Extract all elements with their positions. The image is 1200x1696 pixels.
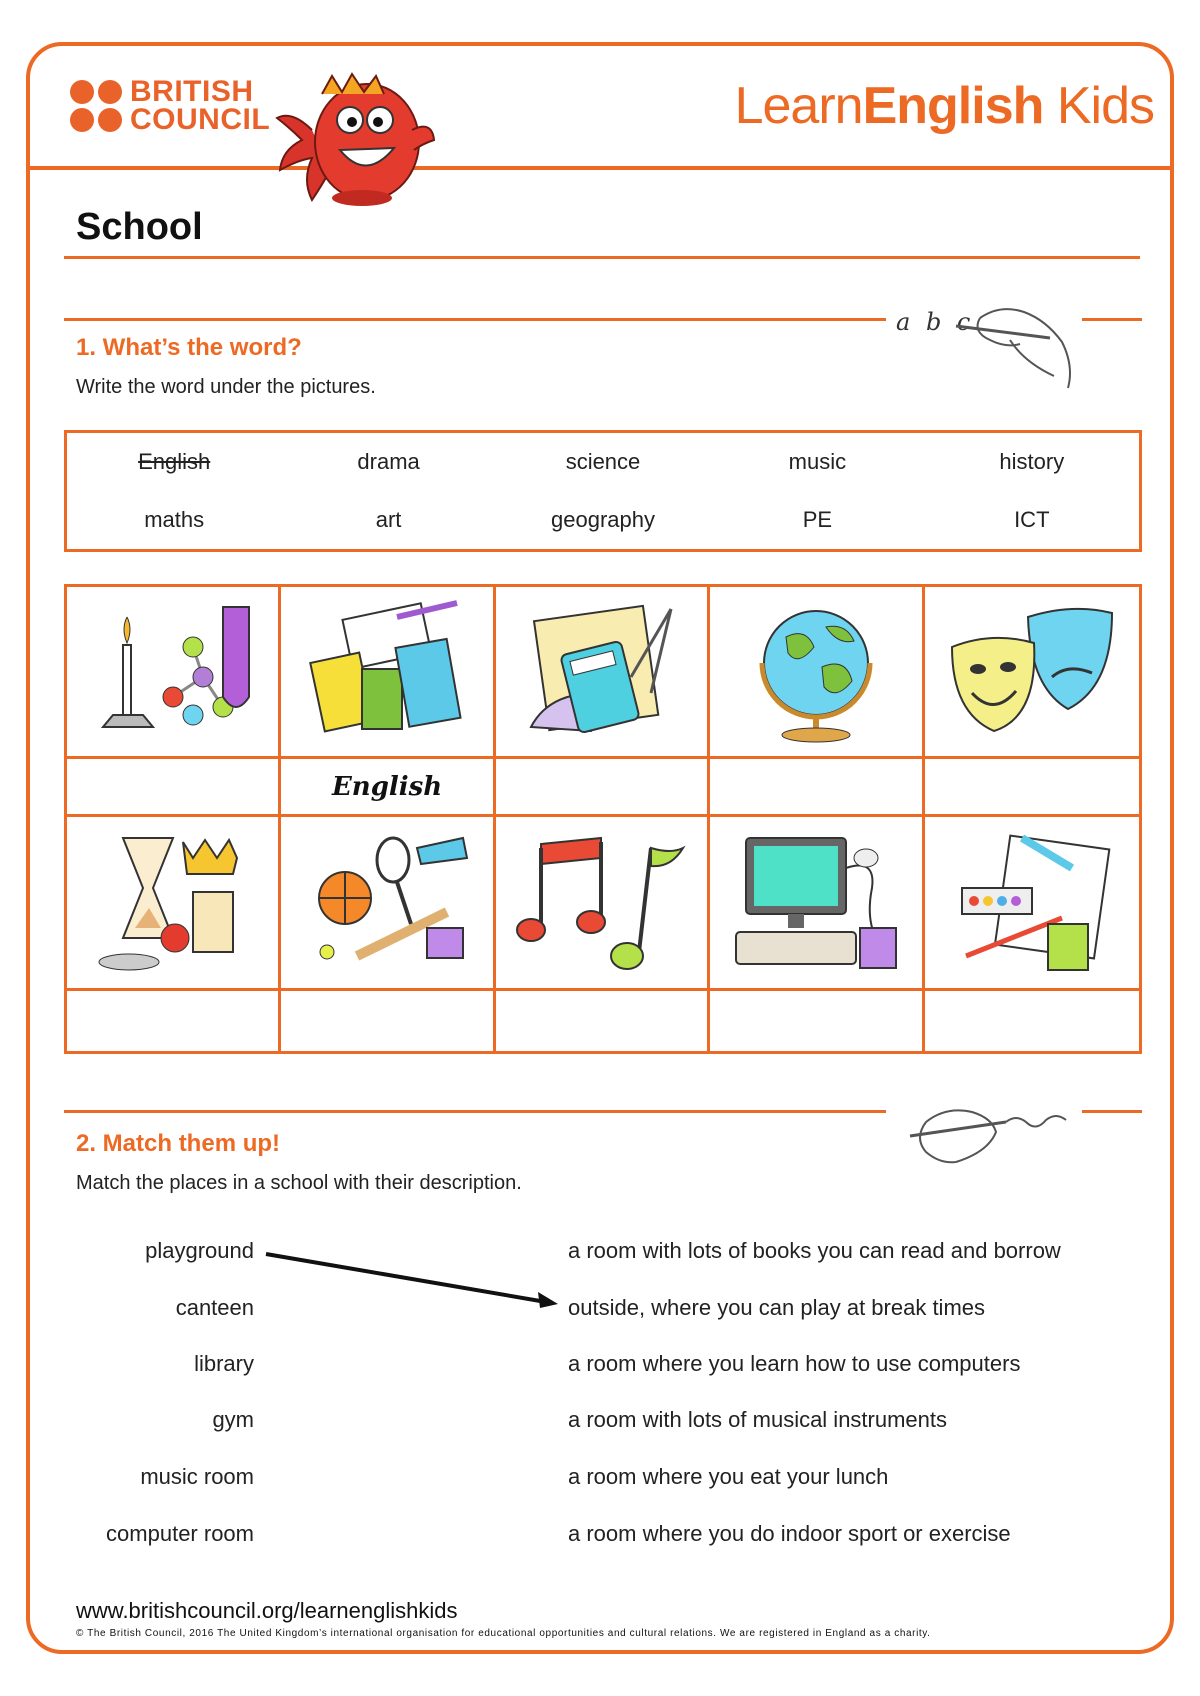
- answer-cell[interactable]: [496, 759, 710, 817]
- word-bank-item: ICT: [1014, 507, 1050, 532]
- example-match-arrow: [262, 1244, 562, 1314]
- bc-logo-line2: COUNCIL: [130, 103, 271, 136]
- footer-copyright: © The British Council, 2016 The United Kingdom’s international organisation for educational opportunities and cultural relations. We are registered in England as a charity.: [76, 1628, 931, 1639]
- science-icon: [83, 597, 263, 747]
- writing-hand-squiggle-icon: [896, 1092, 1076, 1178]
- answer-cell[interactable]: [67, 991, 281, 1051]
- answer-cell[interactable]: [710, 759, 924, 817]
- section1-rule-left: [64, 318, 886, 321]
- answer-cell[interactable]: [925, 991, 1139, 1051]
- match-description: a room where you learn how to use computers: [568, 1351, 1021, 1376]
- picture-cell: [496, 817, 710, 991]
- header-divider: [30, 166, 1170, 170]
- drama-masks-icon: [942, 597, 1122, 747]
- word-bank-item: history: [999, 449, 1065, 474]
- match-description: a room with lots of musical instruments: [568, 1407, 948, 1432]
- picture-grid: [64, 584, 1142, 1054]
- maths-icon: [511, 597, 691, 747]
- learnenglish-kids-logo: [735, 76, 1154, 136]
- sports-icon: [297, 828, 477, 978]
- section2-instruction: Match the places in a school with their description.: [76, 1172, 522, 1194]
- match-place: playground: [145, 1238, 254, 1263]
- match-place: gym: [212, 1407, 254, 1432]
- british-council-dots-icon: [70, 80, 122, 132]
- handwriting-abc-label: a b c: [896, 308, 975, 336]
- music-notes-icon: [511, 828, 691, 978]
- picture-cell: [67, 587, 281, 759]
- word-bank-item: music: [788, 449, 847, 474]
- picture-cell: [710, 817, 924, 991]
- title-divider: [64, 256, 1140, 259]
- word-bank-item: drama: [357, 449, 420, 474]
- picture-cell: [925, 817, 1139, 991]
- section1-instruction: Write the word under the pictures.: [76, 376, 376, 398]
- books-icon: [297, 597, 477, 747]
- computer-icon: [726, 828, 906, 978]
- section1-rule-right: [1082, 318, 1142, 321]
- history-icon: [83, 828, 263, 978]
- answer-cell[interactable]: [710, 991, 924, 1051]
- match-place: canteen: [175, 1295, 254, 1320]
- page-title: School: [76, 206, 203, 248]
- word-bank-item: art: [375, 507, 402, 532]
- monster-mascot-icon: [272, 70, 442, 210]
- globe-icon: [726, 597, 906, 747]
- picture-cell: [710, 587, 924, 759]
- picture-cell: [281, 587, 495, 759]
- answer-text: English: [331, 771, 443, 802]
- match-place: music room: [140, 1464, 254, 1489]
- section2-rule-right: [1082, 1110, 1142, 1113]
- word-bank-item: science: [565, 449, 641, 474]
- writing-hand-icon: [950, 296, 1080, 392]
- footer-url[interactable]: www.britishcouncil.org/learnenglishkids: [76, 1598, 458, 1623]
- answer-cell[interactable]: [281, 991, 495, 1051]
- lek-logo-english: English: [862, 77, 1044, 135]
- section1-heading: 1. What’s the word?: [76, 334, 302, 361]
- match-description: outside, where you can play at break times: [568, 1295, 986, 1320]
- picture-cell: [67, 817, 281, 991]
- section2-heading: 2. Match them up!: [76, 1130, 281, 1157]
- british-council-logo: [70, 75, 271, 136]
- word-bank: [64, 430, 1142, 552]
- picture-cell: [281, 817, 495, 991]
- word-bank-item: maths: [144, 507, 205, 532]
- word-bank-item: PE: [802, 507, 833, 532]
- lek-logo-learn: Learn: [734, 77, 863, 135]
- match-description: a room where you eat your lunch: [568, 1464, 889, 1489]
- section2-rule-left: [64, 1110, 886, 1113]
- bc-logo-line1: BRITISH: [130, 75, 254, 108]
- picture-cell: [925, 587, 1139, 759]
- answer-cell[interactable]: [925, 759, 1139, 817]
- lek-logo-kids: Kids: [1043, 77, 1154, 135]
- art-icon: [942, 828, 1122, 978]
- answer-cell[interactable]: [67, 759, 281, 817]
- match-description: a room with lots of books you can read and borrow: [568, 1238, 1061, 1263]
- word-bank-item: geography: [551, 507, 655, 532]
- match-place: computer room: [106, 1521, 254, 1546]
- picture-cell: [496, 587, 710, 759]
- answer-cell[interactable]: [496, 991, 710, 1051]
- match-place: library: [194, 1351, 254, 1376]
- word-bank-item: English: [138, 449, 211, 474]
- match-description: a room where you do indoor sport or exercise: [568, 1521, 1011, 1546]
- answer-cell[interactable]: [281, 759, 495, 817]
